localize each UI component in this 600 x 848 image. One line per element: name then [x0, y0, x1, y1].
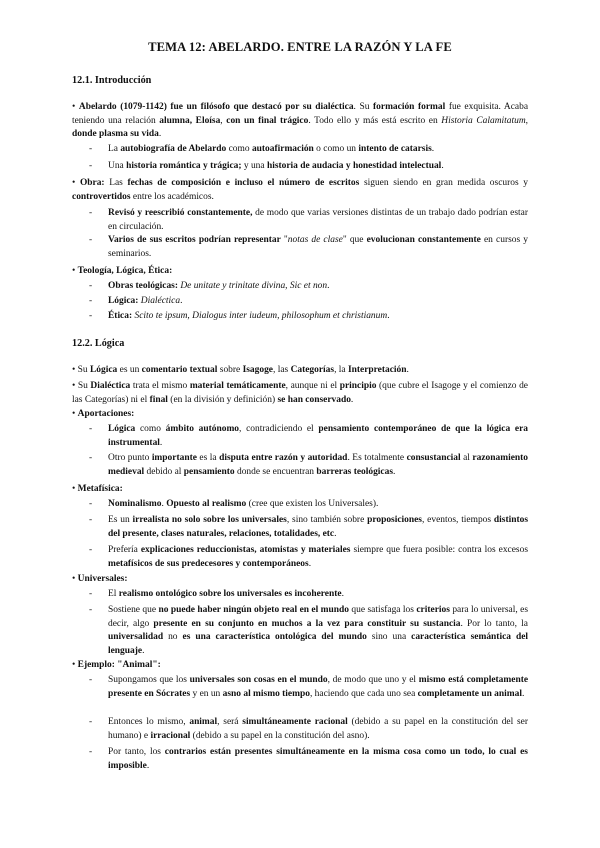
paragraph-ejemplo: • Ejemplo: "Animal": — [72, 660, 161, 670]
list-item: - Lógica como ámbito autónomo, contradiciendo el pensamiento contemporáneo de que la lógica era instrumental. — [89, 424, 528, 448]
list-item: - Es un irrealista no solo sobre los universales, sino también sobre proposiciones, eventos, tiempos distintos del presente, clases naturales, relaciones, totalidades, etc. — [89, 515, 528, 539]
list-item: - Por tanto, los contrarios están presentes simultáneamente en la misma cosa como un todo, lo cual es imposible. — [89, 747, 528, 771]
paragraph-dialectica: • Su Dialéctica trata el mismo material temáticamente, aunque ni el principio (que cubre el Isagoge y el comienzo de las Categorías) ni el final (en la división y definición) se han conservado. — [72, 381, 528, 405]
page-title: TEMA 12: ABELARDO. ENTRE LA RAZÓN Y LA FE — [148, 40, 452, 54]
paragraph-abelardo: • Abelardo (1079-1142) fue un filósofo que destacó por su dialéctica. Su formación formal fue exquisita. Acaba teniendo una relación alumna, Eloísa, con un final trágico. Todo ello y más está escrito en Historia Calamitatum, donde plasma su vida. — [72, 102, 529, 140]
list-item: - El realismo ontológico sobre los universales es incoherente. — [89, 589, 344, 599]
paragraph-obra: • Obra: Las fechas de composición e incluso el número de escritos siguen siendo en gran medida oscuros y controvertidos entre los académicos. — [72, 178, 528, 202]
paragraph-teologia: • Teología, Lógica, Ética: — [72, 266, 173, 276]
list-item: - Revisó y reescribió constantemente, de modo que varias versiones distintas de un trabajo dado podrían estar en circulación. — [89, 208, 528, 232]
section-heading-introduccion: 12.1. Introducción — [72, 75, 152, 86]
list-item: - Sostiene que no puede haber ningún objeto real en el mundo que satisfaga los criterios para lo universal, es decir, algo presente en su conjunto en muchos a la vez para constituir su sustancia. Por lo tanto, la universalidad no es una característica ontológica del mundo sino una característica semántica del lenguaje. — [89, 605, 529, 656]
paragraph-aportaciones: • Aportaciones: — [72, 409, 135, 419]
paragraph-universales: • Universales: — [72, 574, 128, 584]
list-item: - Entonces lo mismo, animal, será simultáneamente racional (debido a su papel en la constitución del ser humano) e irracional (debido a su papel en la constitución del asno). — [89, 717, 529, 741]
section-heading-logica: 12.2. Lógica — [72, 338, 125, 349]
list-item: - Lógica: Dialéctica. — [89, 296, 183, 306]
list-item: - Una historia romántica y trágica; y una historia de audacia y honestidad intelectual. — [89, 161, 444, 171]
list-item: - Obras teológicas: De unitate y trinitate divina, Sic et non. — [89, 281, 330, 291]
list-item: - Prefería explicaciones reduccionistas, atomistas y materiales siempre que fuera posible: contra los excesos metafísicos de sus predecesores y contemporáneos. — [89, 545, 528, 569]
list-item: - Varios de sus escritos podrían representar "notas de clase" que evolucionan constantemente en cursos y seminarios. — [89, 235, 529, 259]
list-item: - Ética: Scito te ipsum, Dialogus inter iudeum, philosophum et christianum. — [89, 311, 390, 321]
list-item: - La autobiografía de Abelardo como autoafirmación o como un intento de catarsis. — [89, 144, 435, 154]
paragraph-metafisica: • Metafísica: — [72, 484, 123, 494]
paragraph-logica: • Su Lógica es un comentario textual sobre Isagoge, las Categorías, la Interpretación. — [72, 365, 409, 375]
list-item: - Nominalismo. Opuesto al realismo (cree que existen los Universales). — [89, 499, 379, 509]
list-item: - Otro punto importante es la disputa entre razón y autoridad. Es totalmente consustancial al razonamiento medieval debido al pensamiento donde se encuentran barreras teológicas. — [89, 453, 528, 477]
list-item: - Supongamos que los universales son cosas en el mundo, de modo que uno y el mismo está completamente presente en Sócrates y en un asno al mismo tiempo, haciendo que cada uno sea completamente un animal. — [89, 675, 529, 699]
